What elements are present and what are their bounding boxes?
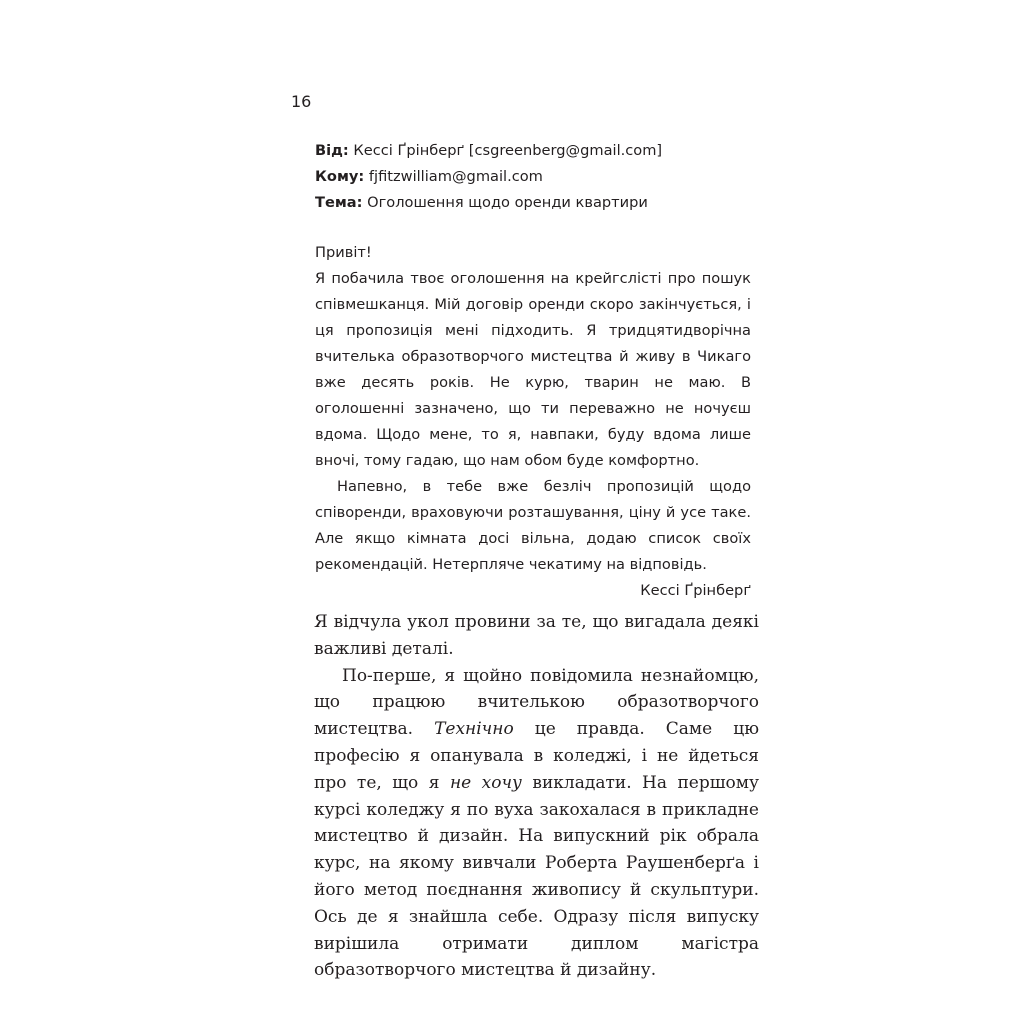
to-value: fjfitzwilliam@gmail.com	[368, 168, 543, 185]
narrative-p2-part-a: По-перше, я щойно повідомила незнайомцю, що працюю вчителькою образотворчого мистецтва.	[314, 665, 759, 740]
email-block	[315, 138, 751, 604]
email-greeting: Привіт!	[315, 244, 372, 261]
email-to	[315, 164, 751, 190]
to-label: Кому:	[315, 168, 365, 185]
email-from	[315, 138, 751, 164]
narrative-p2-emphasis-1: Технічно	[434, 719, 514, 740]
email-subject	[315, 190, 751, 216]
page-number: 16	[291, 92, 312, 111]
email-signature: Кессі Ґрінберґ	[640, 582, 751, 599]
from-value: Кессі Ґрінберґ [csgreenberg@gmail.com]	[353, 142, 663, 159]
narrative-paragraph-2	[314, 663, 759, 985]
narrative-p2-part-b: це правда. Саме цю професію я опанувала в коледжі, і не йдеться про те, що я	[314, 719, 760, 793]
narrative-p2-part-c: викладати. На першому курсі коледжу я по вуха закохалася в прикладне мистецтво й дизайн. На випускний рік обрала курс, на якому вивчали Роберта Раушенберґа і його метод поєднання живопису й скульптури. Ось де я знайшла себе. Одразу після випуску вирішила отримати диплом магістра образотворчого мистецтва й дизайну.	[314, 772, 760, 981]
narrative-text	[314, 609, 759, 984]
email-body	[315, 240, 751, 604]
subject-value: Оголошення щодо оренди квартири	[367, 194, 648, 211]
email-paragraph-2: Напевно, в тебе вже безліч пропозицій щодо співоренди, враховуючи розташування, ціну й усе таке. Але якщо кімната досі вільна, додаю список своїх рекомендацій. Нетерпляче чекатиму на відповідь.	[315, 478, 751, 573]
email-paragraph-1: Я побачила твоє оголошення на крейгслісті про пошук співмешканця. Мій договір оренди скоро закінчується, і ця пропозиція мені підходить. Я тридцятидворічна вчителька образотворчого мистецтва й живу в Чикаго вже десять років. Не курю, тварин не маю. В оголошенні зазначено, що ти переважно не ночуєш вдома. Щодо мене, то я, навпаки, буду вдома лише вночі, тому гадаю, що нам обом буде комфортно.	[315, 270, 751, 469]
from-label: Від:	[315, 142, 349, 159]
narrative-paragraph-1: Я відчула укол провини за те, що вигадала деякі важливі деталі.	[314, 612, 759, 659]
narrative-p2-emphasis-2: не хочу	[449, 772, 522, 793]
subject-label: Тема:	[315, 194, 363, 211]
